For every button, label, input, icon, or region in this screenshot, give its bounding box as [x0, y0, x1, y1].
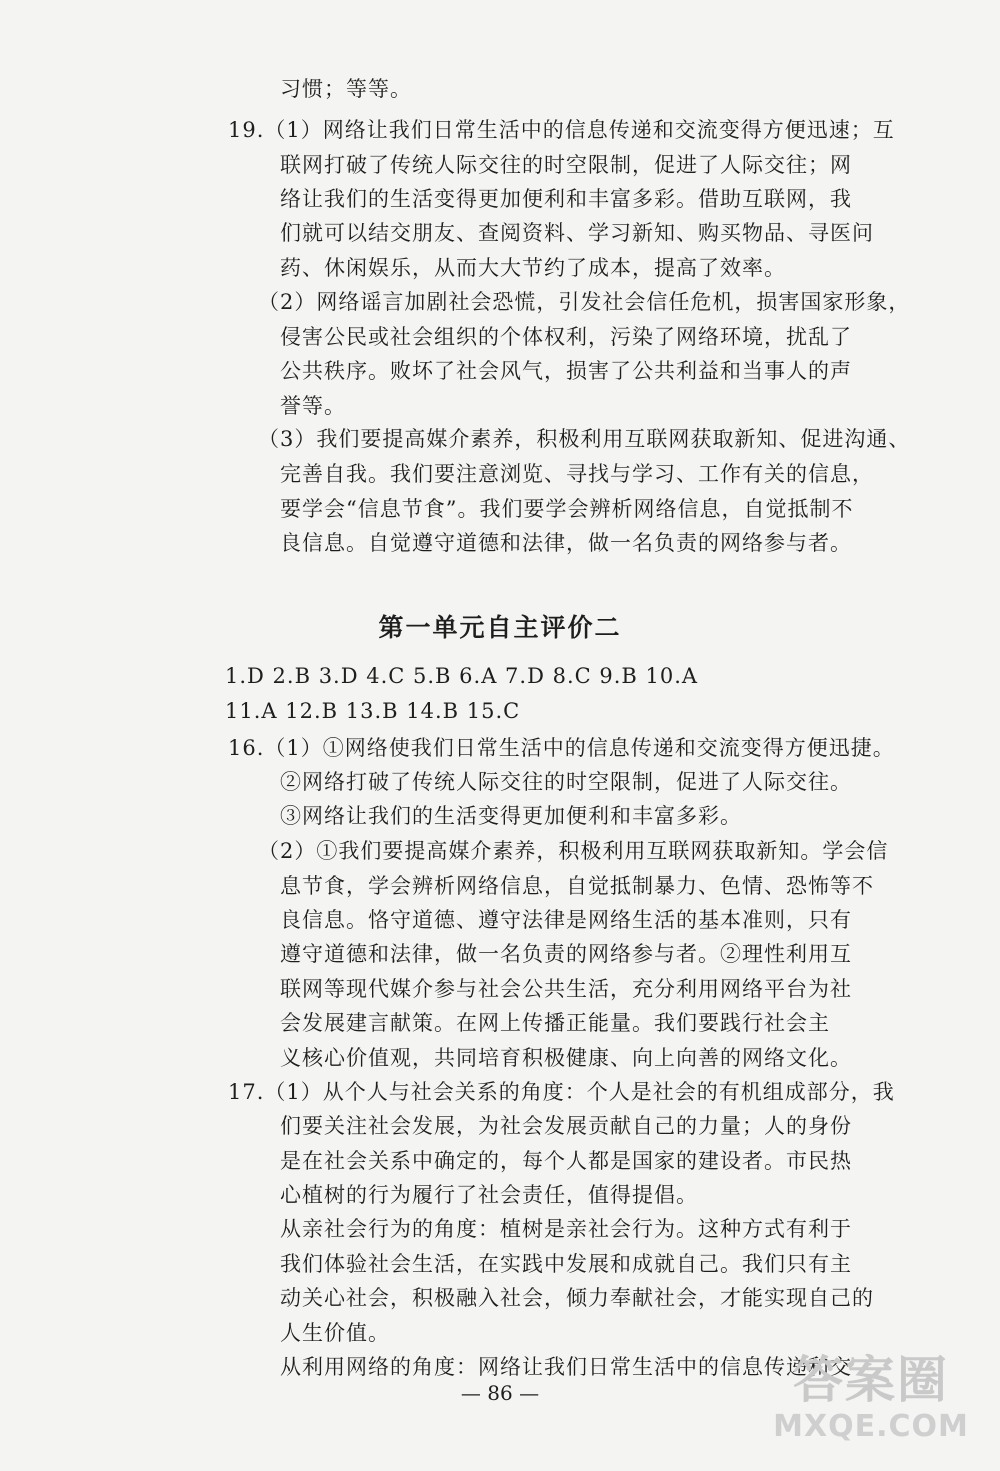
answer-top-line: 们就可以结交朋友、查阅资料、学习新知、购买物品、寻医问 [280, 221, 874, 245]
answer-bottom-line: 息节食，学会辨析网络信息，自觉抵制暴力、色情、恐怖等不 [280, 874, 874, 898]
answer-top-line: 誉等。 [280, 394, 346, 418]
answer-bottom-line: 16.（1）①网络使我们日常生活中的信息传递和交流变得方便迅捷。 [228, 736, 895, 760]
answer-top-line: 良信息。自觉遵守道德和法律，做一名负责的网络参与者。 [280, 531, 852, 555]
answer-top-line: （2）网络谣言加剧社会恐慌，引发社会信任危机，损害国家形象， [258, 290, 911, 314]
answer-top-line: 完善自我。我们要注意浏览、寻找与学习、工作有关的信息， [280, 462, 874, 486]
answer-bottom-line: 义核心价值观，共同培育积极健康、向上向善的网络文化。 [280, 1046, 852, 1070]
answer-bottom-line: 动关心社会，积极融入社会，倾力奉献社会，才能实现自己的 [280, 1286, 874, 1310]
watermark-text: 答案圈 [793, 1351, 949, 1409]
answer-top-line: 习惯；等等。 [280, 77, 412, 101]
answers-row-1: 1.D 2.B 3.D 4.C 5.B 6.A 7.D 8.C 9.B 10.A [225, 664, 699, 688]
answer-bottom-line: 心植树的行为履行了社会责任，值得提倡。 [280, 1183, 698, 1207]
answers-row-2: 11.A 12.B 13.B 14.B 15.C [225, 699, 521, 723]
answer-bottom-line: ②网络打破了传统人际交往的时空限制，促进了人际交往。 [280, 770, 852, 794]
answer-bottom-line: 从亲社会行为的角度：植树是亲社会行为。这种方式有利于 [280, 1217, 852, 1241]
answer-bottom-line: 是在社会关系中确定的，每个人都是国家的建设者。市民热 [280, 1149, 852, 1173]
watermark-url: MXQE.COM [773, 1409, 969, 1444]
answer-top-line: 联网打破了传统人际交往的时空限制，促进了人际交往；网 [280, 153, 852, 177]
answer-bottom-line: 们要关注社会发展，为社会发展贡献自己的力量；人的身份 [280, 1114, 852, 1138]
answer-top-line: 侵害公民或社会组织的个体权利，污染了网络环境，扰乱了 [280, 325, 852, 349]
answer-top-line: 19.（1）网络让我们日常生活中的信息传递和交流变得方便迅速；互 [228, 118, 895, 142]
answer-bottom-line: 会发展建言献策。在网上传播正能量。我们要践行社会主 [280, 1011, 830, 1035]
answer-top-line: 要学会“信息节食”。我们要学会辨析网络信息，自觉抵制不 [280, 497, 854, 521]
answer-bottom-line: 良信息。恪守道德、遵守法律是网络生活的基本准则，只有 [280, 908, 852, 932]
answer-bottom-line: ③网络让我们的生活变得更加便利和丰富多彩。 [280, 804, 742, 828]
page-number: — 86 — [460, 1381, 540, 1405]
answer-bottom-line: 人生价值。 [280, 1321, 390, 1345]
answer-top-line: 络让我们的生活变得更加便利和丰富多彩。借助互联网，我 [280, 187, 852, 211]
answer-top-line: 药、休闲娱乐，从而大大节约了成本，提高了效率。 [280, 256, 786, 280]
watermark-logo [756, 1349, 986, 1449]
answer-bottom-line: 从利用网络的角度：网络让我们日常生活中的信息传递和交 [280, 1355, 852, 1379]
answer-top-line: （3）我们要提高媒介素养，积极利用互联网获取新知、促进沟通、 [258, 427, 911, 451]
answer-bottom-line: 遵守道德和法律，做一名负责的网络参与者。②理性利用互 [280, 942, 852, 966]
answer-bottom-line: 我们体验社会生活，在实践中发展和成就自己。我们只有主 [280, 1252, 852, 1276]
answer-bottom-line: 17.（1）从个人与社会关系的角度：个人是社会的有机组成部分，我 [228, 1080, 895, 1104]
answer-top-line: 公共秩序。败坏了社会风气，损害了公共利益和当事人的声 [280, 359, 852, 383]
section-title: 第一单元自主评价二 [378, 613, 622, 642]
answer-bottom-line: （2）①我们要提高媒介素养，积极利用互联网获取新知。学会信 [258, 839, 889, 863]
answer-bottom-line: 联网等现代媒介参与社会公共生活，充分利用网络平台为社 [280, 977, 852, 1001]
